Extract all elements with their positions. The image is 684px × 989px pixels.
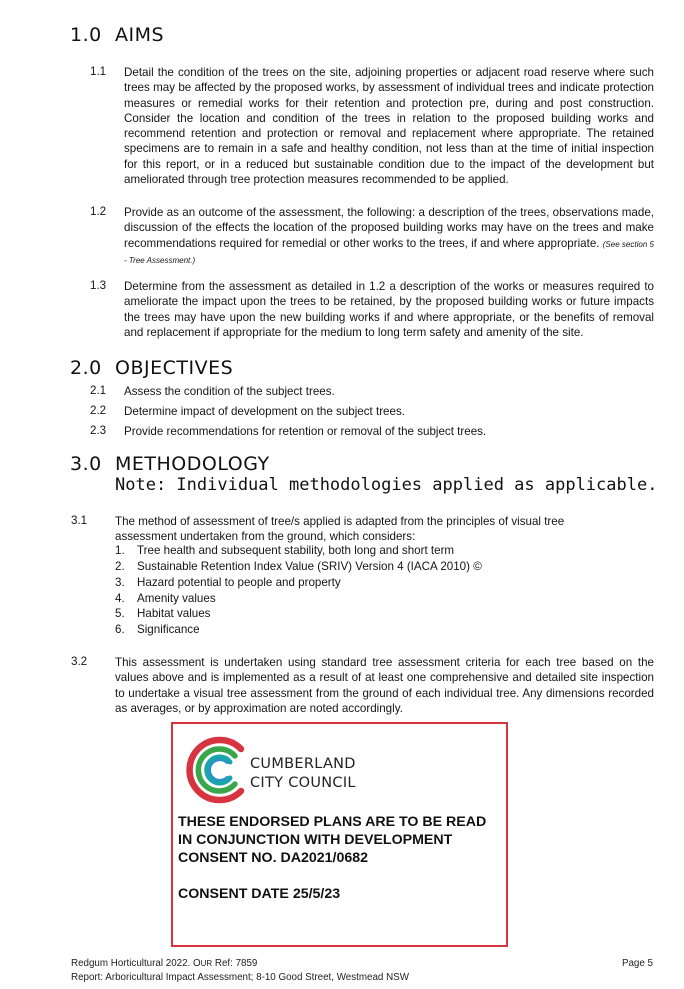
item-number: 2.3 [90, 424, 107, 437]
list-item [115, 592, 216, 605]
footer-report-title: Report: Arboricultural Impact Assessment; 8-10 Good Street, Westmead NSW [71, 972, 409, 983]
footer-reference [71, 958, 257, 969]
footer-ref-prefix: Redgum Horticultural 2022. O [71, 958, 201, 969]
council-name-line-2: CITY COUNCIL [250, 775, 356, 791]
stamp-consent-number: CONSENT NO. DA2021/0682 [178, 850, 369, 866]
aims-item-1-2 [124, 205, 654, 268]
item-number: 3.1 [71, 514, 88, 527]
objectives-item-2-2: Determine impact of development on the subject trees. [124, 405, 405, 418]
list-number: 5. [115, 607, 125, 620]
list-item [115, 607, 210, 620]
list-text: Sustainable Retention Index Value (SRIV) Version 4 (IACA 2010) © [137, 560, 482, 573]
item-number: 1.1 [90, 65, 107, 78]
list-text: Hazard potential to people and property [137, 576, 341, 589]
list-item [115, 623, 200, 636]
council-name-line-1: CUMBERLAND [250, 756, 356, 772]
list-text: Habitat values [137, 607, 211, 620]
list-text: Amenity values [137, 592, 216, 605]
objectives-item-2-3: Provide recommendations for retention or removal of the subject trees. [124, 425, 487, 438]
aims-item-1-1: Detail the condition of the trees on the site, adjoining properties or adjacent road reserve where such trees may be affected by the proposed works, by assessment of individual trees and indicate protection measures or remedial works for their retention and protection pre, during and post construction. Consider the location and condition of the trees in relation to the proposed building works and recommend retention and protection or removal and replacement where appropriate. The retained specimens are to remain in a safe and healthy condition, not less than at the time of initial inspection for this report, or in a reduced but sustainable condition due to the impact of the development but ameliorated through tree protection measures recommended to be applied. [124, 66, 654, 187]
item-number: 3.2 [71, 655, 88, 668]
list-item [115, 544, 454, 557]
list-number: 6. [115, 623, 125, 636]
list-item [115, 560, 482, 573]
list-number: 3. [115, 576, 125, 589]
council-endorsement-stamp [171, 722, 508, 947]
section-number: 1.0 [70, 24, 102, 46]
section-heading-objectives [70, 357, 233, 379]
footer-ref-smallcaps: UR [200, 959, 213, 968]
stamp-consent-date: CONSENT DATE 25/5/23 [178, 886, 341, 902]
cumberland-council-logo-icon [183, 735, 253, 805]
list-item [115, 576, 341, 589]
methodology-note: Note: Individual methodologies applied as applicable. [115, 475, 658, 495]
council-name [250, 755, 356, 793]
list-number: 4. [115, 592, 125, 605]
methodology-item-3-2: This assessment is undertaken using standard tree assessment criteria for each tree based on the values above and is implemented as a result of at least one comprehensive and detailed site inspection to undertake a visual tree assessment from the ground of each individual tree. Any dimensions recorded as averages, or by approximation are noted accordingly. [115, 656, 654, 715]
footer-ref-suffix: Ref: 7859 [212, 958, 258, 969]
list-text: Tree health and subsequent stability, both long and short term [137, 544, 455, 557]
item-text: Provide as an outcome of the assessment, the following: a description of the trees, observations made, discussion of the effects the location of the proposed building works may have on the trees and make recommendations required for remedial or other works to the trees, if and where appropriate. [124, 206, 654, 250]
section-reference-note: (See section 5 - Tree Assessment.) [124, 239, 654, 265]
stamp-line-1: THESE ENDORSED PLANS ARE TO BE READ [178, 814, 487, 830]
item-number: 2.2 [90, 404, 107, 417]
page-number: Page 5 [621, 958, 653, 969]
section-title: OBJECTIVES [115, 357, 234, 379]
list-number: 2. [115, 560, 125, 573]
objectives-item-2-1: Assess the condition of the subject trees. [124, 385, 335, 398]
item-number: 1.2 [90, 205, 107, 218]
section-heading-methodology [70, 453, 270, 475]
section-title: METHODOLOGY [115, 453, 270, 475]
list-number: 1. [115, 544, 125, 557]
section-title: AIMS [115, 24, 165, 46]
section-number: 2.0 [70, 357, 102, 379]
item-number: 1.3 [90, 279, 107, 292]
stamp-line-2: IN CONJUNCTION WITH DEVELOPMENT [178, 832, 453, 848]
list-text: Significance [137, 623, 200, 636]
section-number: 3.0 [70, 453, 102, 475]
aims-item-1-3: Determine from the assessment as detailed in 1.2 a description of the works or measures required to ameliorate the impact upon the trees to be retained, by the proposed building works or future impacts the trees may have upon the new building works if and where appropriate, or the benefits of removal and replacement if appropriate for the medium to long term safety and amenity of the site. [124, 280, 654, 339]
item-number: 2.1 [90, 384, 107, 397]
section-heading-aims [70, 24, 164, 46]
methodology-item-3-1: The method of assessment of tree/s applied is adapted from the principles of visual tree assessment undertaken from the ground, which considers: [115, 515, 565, 544]
